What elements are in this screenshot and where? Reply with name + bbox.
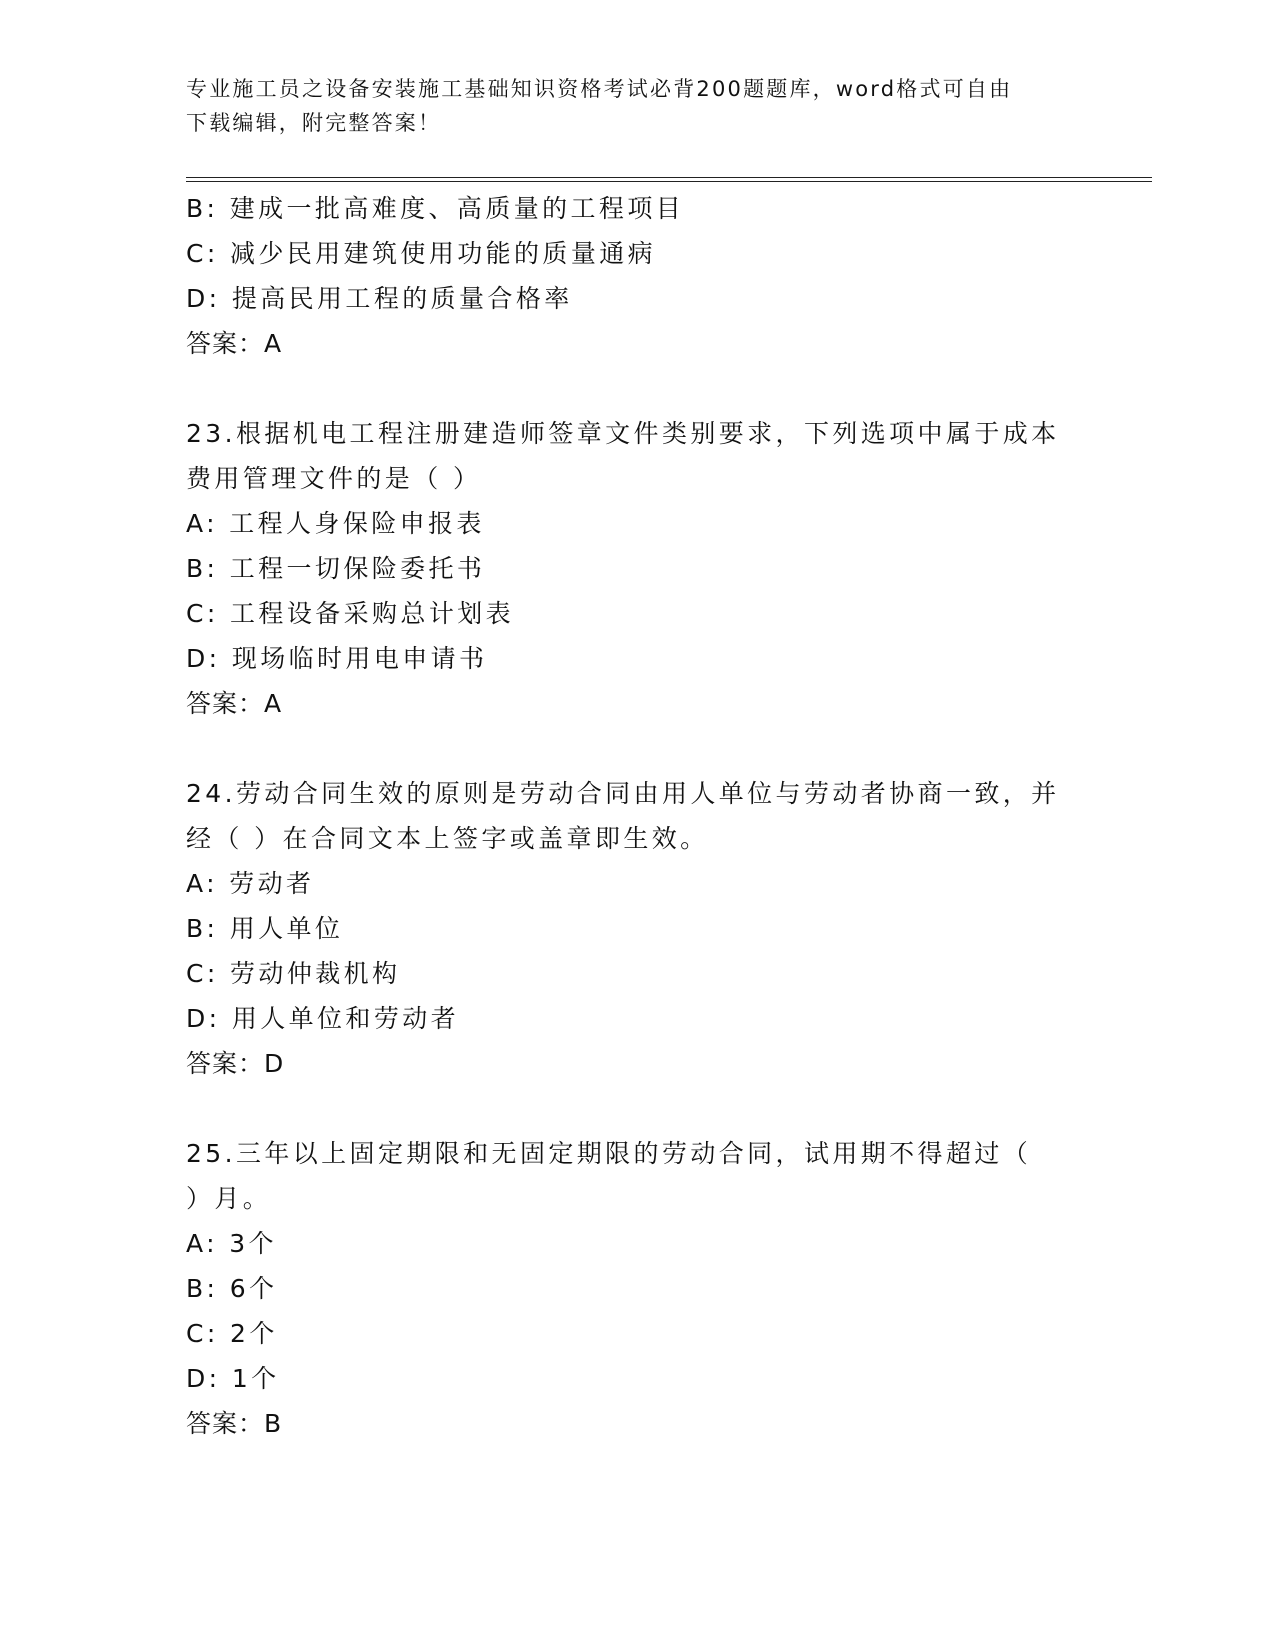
q25-option-b: B: 6个	[186, 1274, 278, 1303]
q24-option-c: C: 劳动仲裁机构	[186, 959, 401, 988]
q22-option-d: D: 提高民用工程的质量合格率	[186, 284, 573, 313]
header-divider-bottom	[186, 181, 1152, 182]
q23-option-c: C: 工程设备采购总计划表	[186, 599, 515, 628]
header-line-2: 下载编辑，附完整答案！	[186, 111, 442, 135]
q22-option-b: B: 建成一批高难度、高质量的工程项目	[186, 194, 685, 223]
q24-option-b: B: 用人单位	[186, 914, 344, 943]
q24-option-d: D: 用人单位和劳动者	[186, 1004, 460, 1033]
q25-stem-line-2: ）月。	[186, 1184, 272, 1213]
header-divider-top	[186, 177, 1152, 178]
q22-answer: 答案：A	[186, 329, 283, 358]
q23-option-a: A: 工程人身保险申报表	[186, 509, 485, 538]
page-header	[186, 72, 1086, 140]
q24-stem-line-2: 经（ ）在合同文本上签字或盖章即生效。	[186, 824, 709, 853]
q25-stem-line-1: 25.三年以上固定期限和无固定期限的劳动合同，试用期不得超过（	[186, 1139, 1032, 1168]
q24-answer: 答案：D	[186, 1049, 285, 1078]
q25-option-a: A: 3个	[186, 1229, 277, 1258]
q23-stem-line-1: 23.根据机电工程注册建造师签章文件类别要求，下列选项中属于成本	[186, 419, 1060, 448]
q25-answer: 答案：B	[186, 1409, 283, 1438]
q24-stem-line-1: 24.劳动合同生效的原则是劳动合同由用人单位与劳动者协商一致，并	[186, 779, 1060, 808]
q24-option-a: A: 劳动者	[186, 869, 315, 898]
q23-option-d: D: 现场临时用电申请书	[186, 644, 488, 673]
q22-option-c: C: 减少民用建筑使用功能的质量通病	[186, 239, 657, 268]
q25-option-d: D: 1个	[186, 1364, 280, 1393]
q25-option-c: C: 2个	[186, 1319, 278, 1348]
q23-stem-line-2: 费用管理文件的是（ ）	[186, 464, 482, 493]
header-line-1: 专业施工员之设备安装施工基础知识资格考试必背200题题库，word格式可自由	[186, 77, 1013, 101]
q23-option-b: B: 工程一切保险委托书	[186, 554, 486, 583]
q23-answer: 答案：A	[186, 689, 283, 718]
